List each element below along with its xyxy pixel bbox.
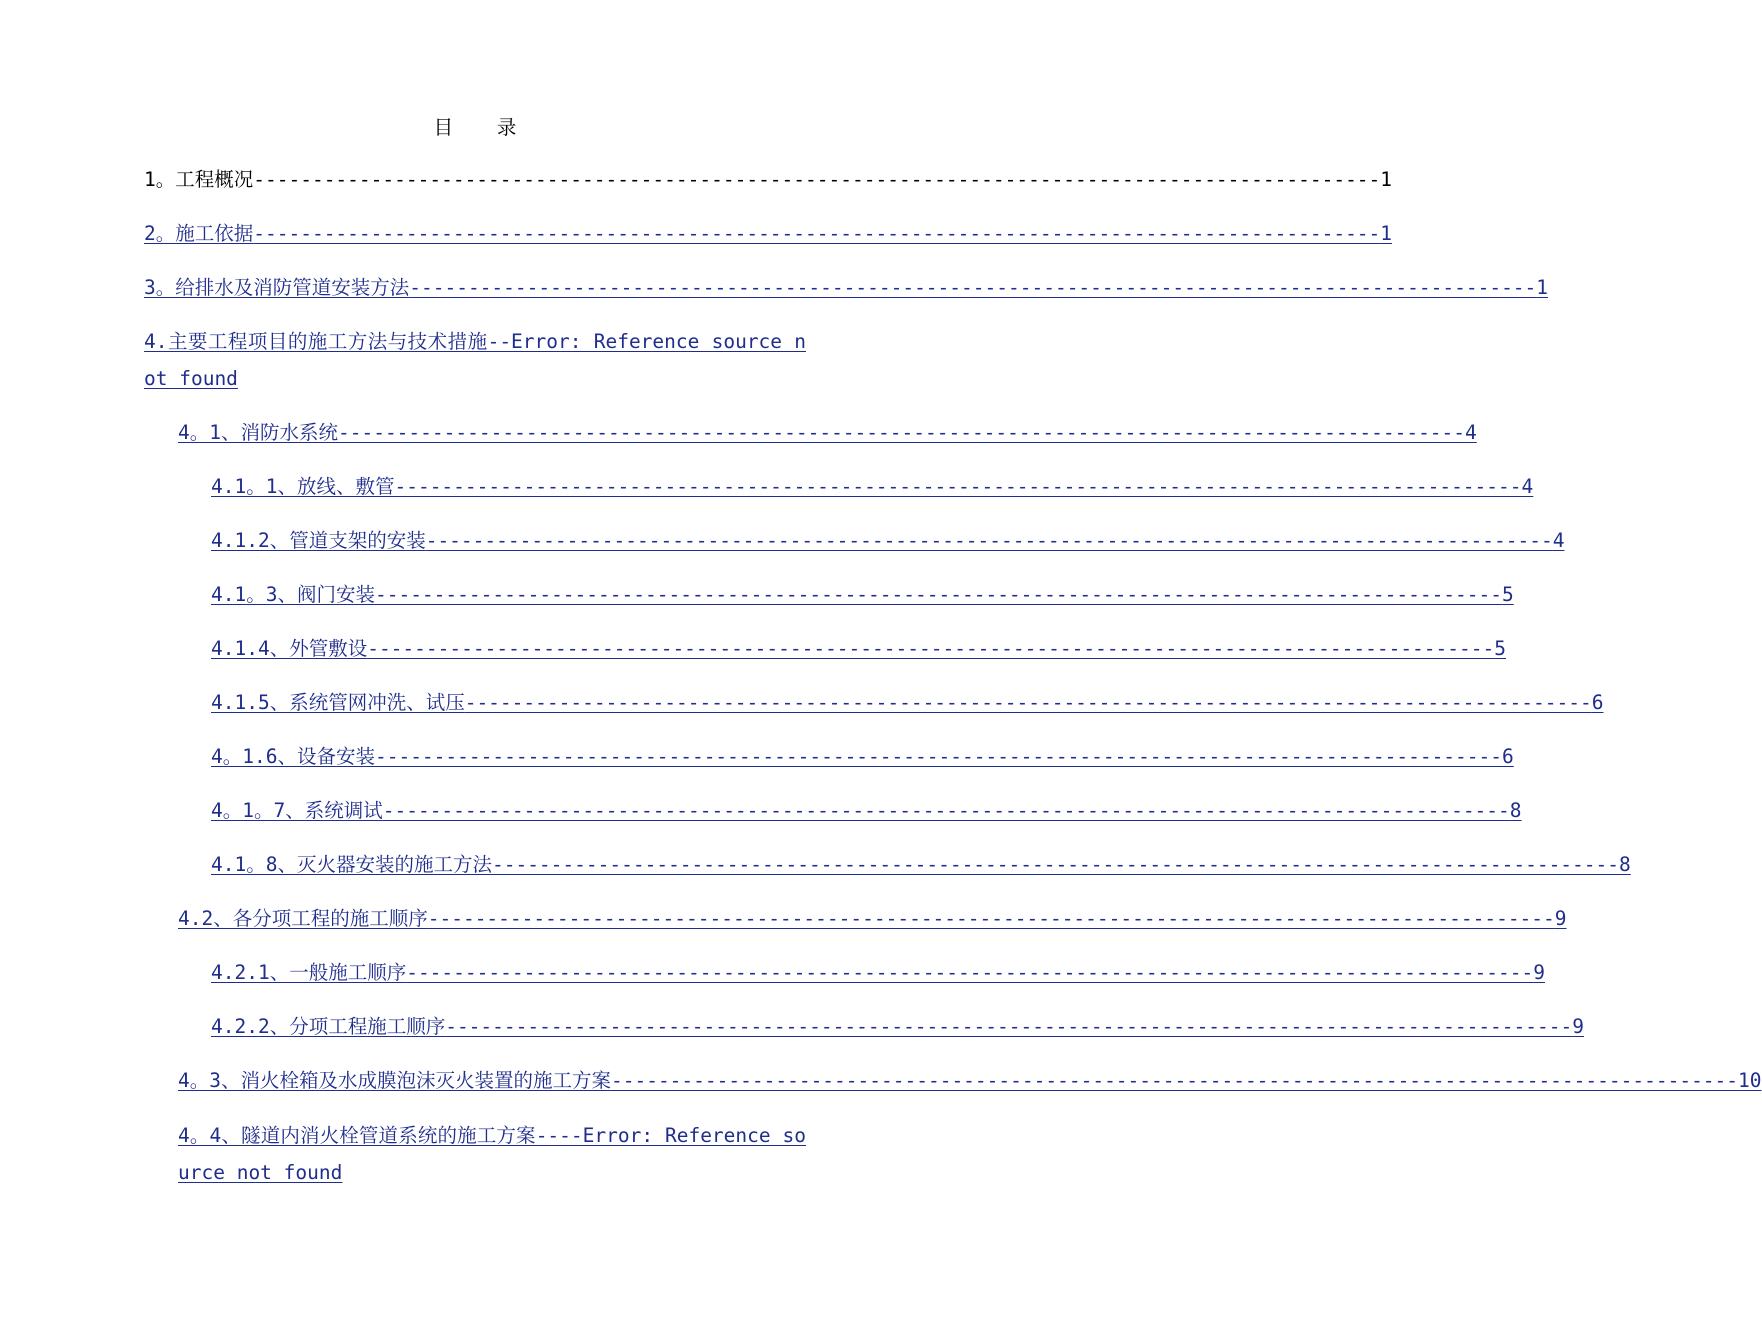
- toc-leader: ------------------------------------------------------------------------------------------------: [491, 853, 1620, 876]
- toc-entry-label: 3。给排水及消防管道安装方法: [144, 276, 410, 299]
- toc-page-number: 8: [1619, 853, 1631, 876]
- toc-page-number: 1: [1536, 276, 1549, 299]
- toc-page-number: 5: [1494, 637, 1506, 660]
- toc-entry-2[interactable]: [144, 215, 1393, 252]
- toc-leader: ------------------------------------------------------------------------------------------------: [253, 222, 1381, 245]
- toc-leader: ------------------------------------------------------------------------------------------------: [425, 529, 1553, 552]
- toc-page-number: 6: [1502, 745, 1514, 768]
- toc-entry-label: 4.1.5、系统管网冲洗、试压: [211, 691, 465, 714]
- toc-leader: ------------------------------------------------------------------------------------------------: [374, 745, 1503, 768]
- toc-page-number: 8: [1509, 799, 1522, 822]
- toc-leader: ------------------------------------------------------------------------------------------------: [394, 475, 1522, 498]
- toc-entry-1[interactable]: [144, 161, 1393, 198]
- toc-leader: ------------------------------------------------------------------------------------------------: [427, 907, 1555, 930]
- toc-entry-4-1-8[interactable]: [211, 846, 1631, 883]
- toc-entry-text: 4。4、隧道内消火栓管道系统的施工方案----Error: Reference source not found: [178, 1124, 806, 1184]
- toc-entry-4-3[interactable]: [178, 1062, 1762, 1099]
- toc-entry-4-1-4[interactable]: [211, 630, 1506, 667]
- toc-leader: ------------------------------------------------------------------------------------------------: [445, 1015, 1573, 1038]
- toc-leader: ------------------------------------------------------------------------------------------------: [406, 961, 1534, 984]
- toc-entry-label: 4.2、各分项工程的施工顺序: [178, 907, 428, 930]
- toc-entry-4-1[interactable]: [178, 414, 1477, 451]
- toc-entry-4-1-6[interactable]: [211, 738, 1514, 775]
- toc-entry-label: 4.1。8、灭火器安装的施工方法: [211, 853, 492, 876]
- toc-page-number: 1: [1380, 168, 1393, 191]
- toc-leader: ------------------------------------------------------------------------------------------------: [610, 1069, 1739, 1092]
- toc-entry-label: 4.1。3、阀门安装: [211, 583, 375, 606]
- toc-leader: ------------------------------------------------------------------------------------------------: [374, 583, 1503, 606]
- toc-entry-3[interactable]: [144, 269, 1549, 306]
- toc-page-number: 5: [1502, 583, 1514, 606]
- toc-page-number: 10: [1738, 1069, 1762, 1092]
- toc-entry-text: 4.主要工程项目的施工方法与技术措施--Error: Reference source not found: [144, 330, 806, 390]
- toc-leader: ------------------------------------------------------------------------------------------------: [382, 799, 1510, 822]
- toc-page-number: 4: [1465, 421, 1477, 444]
- toc-entry-label: 4.1.4、外管敷设: [211, 637, 368, 660]
- toc-entry-label: 4.1.2、管道支架的安装: [211, 529, 426, 552]
- toc-entry-4-1-1[interactable]: [211, 468, 1534, 505]
- toc-entry-4-4[interactable]: [178, 1117, 806, 1191]
- toc-leader: ------------------------------------------------------------------------------------------------: [337, 421, 1466, 444]
- toc-page-number: 1: [1380, 222, 1393, 245]
- toc-page-number: 9: [1554, 907, 1567, 930]
- toc-entry-4-1-5[interactable]: [211, 684, 1604, 721]
- toc-entry-4-2-1[interactable]: [211, 954, 1545, 991]
- toc-leader: ------------------------------------------------------------------------------------------------: [409, 276, 1537, 299]
- toc-title: 目 录: [433, 116, 533, 139]
- toc-page-number: 4: [1521, 475, 1534, 498]
- toc-entry-label: 4.1。1、放线、敷管: [211, 475, 395, 498]
- toc-entry-4-2-2[interactable]: [211, 1008, 1584, 1045]
- toc-entry-label: 1。工程概况: [144, 168, 254, 191]
- toc-page-number: 9: [1533, 961, 1545, 984]
- toc-entry-4[interactable]: [144, 323, 806, 397]
- toc-leader: ------------------------------------------------------------------------------------------------: [253, 168, 1381, 191]
- toc-leader: ------------------------------------------------------------------------------------------------: [464, 691, 1592, 714]
- toc-entry-label: 4。1.6、设备安装: [211, 745, 375, 768]
- toc-entry-label: 4。1、消防水系统: [178, 421, 338, 444]
- toc-page-number: 9: [1572, 1015, 1584, 1038]
- toc-entry-4-1-2[interactable]: [211, 522, 1565, 559]
- toc-entry-label: 4.2.2、分项工程施工顺序: [211, 1015, 446, 1038]
- toc-entry-4-1-7[interactable]: [211, 792, 1522, 829]
- toc-entry-label: 4。3、消火栓箱及水成膜泡沫灭火装置的施工方案: [178, 1069, 611, 1092]
- toc-leader: ------------------------------------------------------------------------------------------------: [367, 637, 1495, 660]
- toc-page-number: 6: [1591, 691, 1604, 714]
- toc-entry-label: 2。施工依据: [144, 222, 254, 245]
- toc-entry-4-2[interactable]: [178, 900, 1567, 937]
- toc-entry-label: 4.2.1、一般施工顺序: [211, 961, 407, 984]
- toc-entry-4-1-3[interactable]: [211, 576, 1514, 613]
- toc-entry-label: 4。1。7、系统调试: [211, 799, 383, 822]
- toc-page-number: 4: [1552, 529, 1565, 552]
